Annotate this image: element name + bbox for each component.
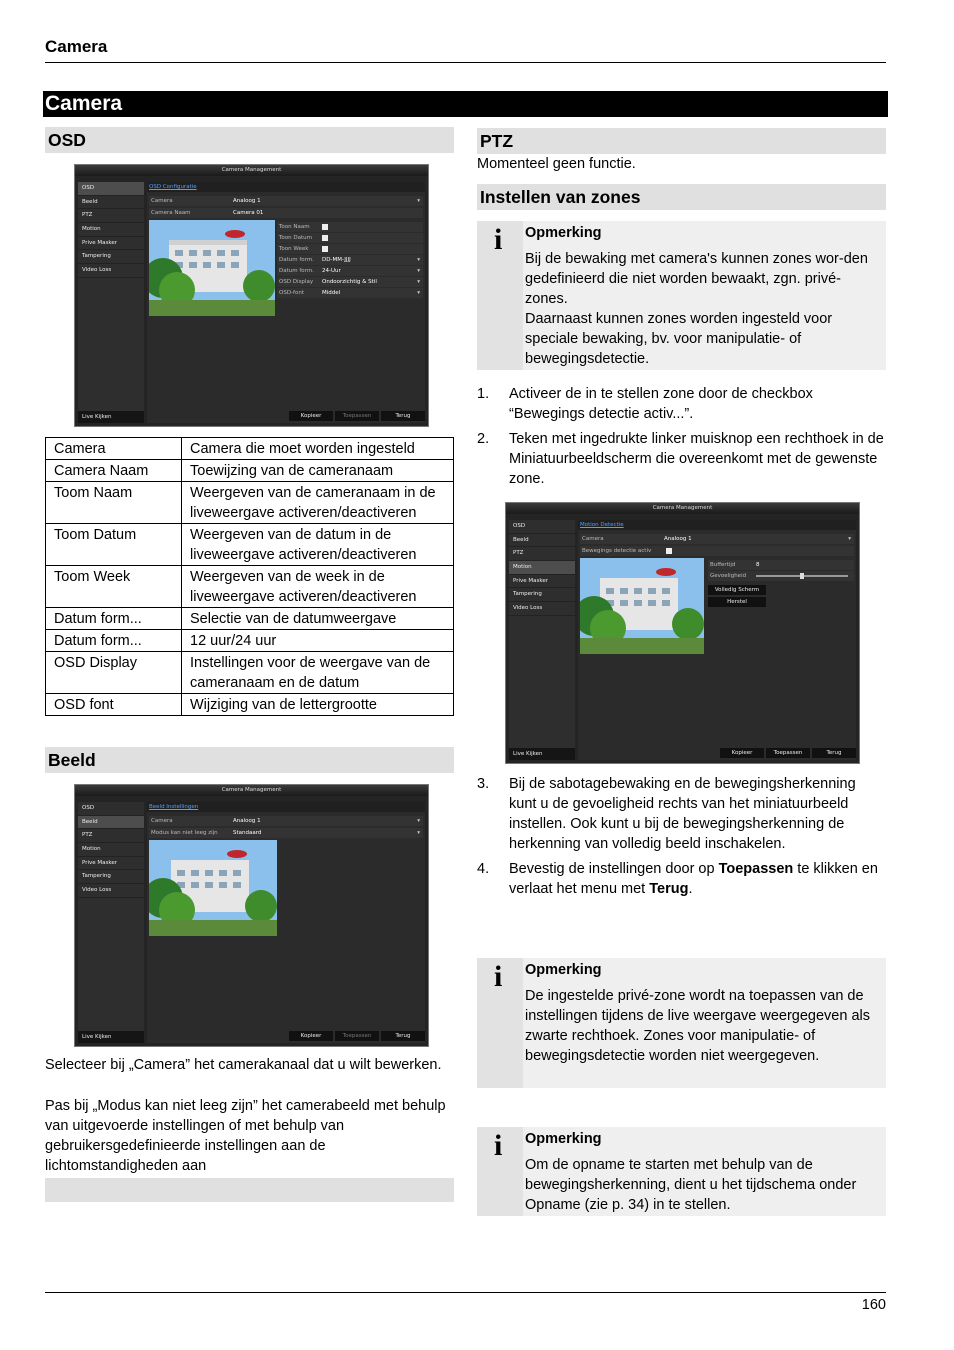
checkbox-checked-icon[interactable] [322,224,328,230]
motion-shot-detect-toggle[interactable]: Bewegings detectie activ [580,546,854,556]
table-cell-description: Weergeven van de datum in de liveweergave activeren/deactiveren [182,524,454,566]
table-cell-description: Weergeven van de week in de liveweergave activeren/deactiveren [182,566,454,608]
table-cell-term: Camera Naam [46,460,182,482]
beeld-paragraph-2: Pas bij „Modus kan niet leeg zijn” het camerabeeld met behulp van uitgevoerde instellingen of met behulp van gebruikersgedefinieerde instellingen aan de lichtomstandigheden aan [45,1098,446,1174]
beeld-shot-sidebar [78,802,144,1043]
apply-button[interactable]: Toepassen [766,748,810,758]
note-title: Opmerking [525,962,602,978]
osd-shot-camera-preview [149,220,275,316]
motion-shot-menu-item[interactable]: Tampering [509,588,575,602]
table-cell-term: Toom Naam [46,482,182,524]
copy-button[interactable]: Kopieer [289,1031,333,1041]
osd-shot-content [147,182,425,423]
table-cell-description: Camera die moet worden ingesteld [182,438,454,460]
info-icon: i [494,1129,503,1162]
back-button[interactable]: Terug [381,411,425,421]
page-header-title: Camera [45,37,108,56]
chevron-down-icon: ▾ [417,818,420,824]
beeld-shot-menu-item[interactable]: Tampering [78,870,144,884]
table-cell-term: Toom Week [46,566,182,608]
beeld-screenshot [74,784,429,1047]
chevron-down-icon: ▾ [417,279,420,285]
info-icon: i [494,223,503,256]
note-text: Om de opname te starten met behulp van de bewegingsherkenning, dient u het tijdschema onder Opname (zie p. 34) in te stellen. [525,1157,857,1213]
table-row [46,608,454,630]
beeld-shot-menu-item[interactable]: Video Loss [78,884,144,898]
zone-steps-list [477,384,886,494]
table-row [46,482,454,524]
table-cell-term: Datum form... [46,608,182,630]
note-text: Bij de bewaking met camera's kunnen zones wor-den gedefinieerd die niet worden bewaakt, zgn. privé-zones. Daarnaast kunnen zones worden ingesteld voor speciale bewaking, bv. voor manipulatie- of bewegingsdetectie. [525,251,868,367]
motion-shot-menu-item[interactable]: Video Loss [509,602,575,616]
osd-screenshot [74,164,429,427]
motion-shot-camera-select[interactable]: Camera Analoog 1 ▾ [580,534,854,544]
motion-shot-title: Camera Management [506,503,859,514]
note-title: Opmerking [525,225,602,241]
osd-shot-section-title: OSD Configuratie [147,182,425,192]
osd-shot-menu-item[interactable]: Tampering [78,250,144,264]
osd-shot-menu-item[interactable]: PTZ [78,209,144,223]
building-photo [149,840,277,936]
table-row [46,566,454,608]
motion-shot-menu-item[interactable]: Beeld [509,534,575,548]
beeld-paragraph-1: Selecteer bij „Camera” het camerakanaal dat u wilt bewerken. [45,1057,442,1073]
beeld-shot-menu-item[interactable]: PTZ [78,829,144,843]
motion-shot-menu-item[interactable]: Prive Masker [509,575,575,589]
page-number: 160 [861,1297,886,1313]
motion-shot-sensitivity-row: Gevoeligheid [708,571,854,581]
motion-shot-menu-item[interactable]: PTZ [509,547,575,561]
apply-button[interactable]: Toepassen [335,411,379,421]
list-item: 3. Bij de sabotagebewaking en de bewegingsherkenning kunt u de gevoeligheid rechts van het miniatuurbeeld instellen. Ook kunt u bij de bewegingsherkenning de herkenning van volledig beeld inschakelen. [477,776,856,852]
ptz-heading: PTZ [477,128,886,154]
table-cell-term: OSD Display [46,652,182,694]
beeld-shot-content [147,802,425,1043]
copy-button[interactable]: Kopieer [289,411,333,421]
beeld-shot-mode-select[interactable]: Modus kan niet leeg zijn Standaard ▾ [149,828,423,838]
osd-shot-option[interactable]: OSD Display Ondoorzichtig & Stil ▾ [277,277,423,287]
apply-button[interactable]: Toepassen [335,1031,379,1041]
list-item: 1. Activeer de in te stellen zone door de checkbox “Bewegings detectie activ...”. [477,386,813,422]
chevron-down-icon: ▾ [417,198,420,204]
info-icon: i [494,960,503,993]
chevron-down-icon: ▾ [417,290,420,296]
beeld-shot-title: Camera Management [75,785,428,796]
table-row [46,460,454,482]
motion-shot-content [578,520,856,760]
osd-shot-option[interactable]: OSD-font Middel ▾ [277,288,423,298]
table-cell-description: Toewijzing van de cameranaam [182,460,454,482]
osd-shot-option[interactable]: Toon Week [277,244,423,254]
table-cell-term: Datum form... [46,630,182,652]
motion-shot-section-title: Motion Detectie [578,520,856,530]
back-button[interactable]: Terug [812,748,856,758]
checkbox-icon[interactable] [666,548,672,554]
chevron-down-icon: ▾ [848,536,851,542]
empty-section-bar [45,1178,454,1202]
osd-shot-name-field[interactable]: Camera Naam Camera 01 [149,208,423,218]
motion-shot-menu-item[interactable]: Motion [509,561,575,575]
note-box [477,958,886,1088]
table-cell-term: OSD font [46,694,182,716]
motion-shot-camera-preview[interactable] [580,558,704,654]
table-cell-description: Selectie van de datumweergave [182,608,454,630]
table-cell-description: Wijziging van de lettergrootte [182,694,454,716]
beeld-shot-menu-item[interactable]: Prive Masker [78,857,144,871]
table-cell-description: 12 uur/24 uur [182,630,454,652]
osd-shot-sidebar [78,182,144,423]
osd-shot-option[interactable]: Datum form. 24-Uur ▾ [277,266,423,276]
beeld-shot-live-button[interactable]: Live Kijken [78,1031,144,1043]
beeld-shot-section-title: Beeld Instellingen [147,802,425,812]
beeld-heading: Beeld [45,747,454,773]
osd-shot-live-button[interactable]: Live Kijken [78,411,144,423]
beeld-shot-camera-preview [149,840,277,936]
osd-shot-menu-item[interactable]: Prive Masker [78,237,144,251]
note-box [477,221,886,370]
table-cell-term: Camera [46,438,182,460]
building-photo [580,558,704,654]
motion-shot-sidebar [509,520,575,760]
checkbox-checked-icon[interactable] [322,246,328,252]
table-cell-description: Weergeven van de cameranaam in de liveweergave activeren/deactiveren [182,482,454,524]
table-row [46,524,454,566]
sensitivity-slider-handle[interactable] [800,573,804,579]
osd-shot-title: Camera Management [75,165,428,176]
note-title: Opmerking [525,1131,602,1147]
building-photo [149,220,275,316]
table-row [46,630,454,652]
motion-shot-menu-item[interactable]: OSD [509,520,575,534]
chevron-down-icon: ▾ [417,257,420,263]
copy-button[interactable]: Kopieer [720,748,764,758]
beeld-shot-menu-item[interactable]: OSD [78,802,144,816]
osd-shot-option[interactable]: Toon Datum [277,233,423,243]
motion-screenshot [505,502,860,764]
list-item: 2. Teken met ingedrukte linker muisknop een rechthoek in de Miniatuurbeeldscherm die overeenkomt met de gewenste zone. [477,431,884,487]
beeld-shot-menu-item[interactable]: Beeld [78,816,144,830]
ptz-text: Momenteel geen functie. [477,156,636,172]
checkbox-checked-icon[interactable] [322,235,328,241]
full-screen-button[interactable]: Volledig Scherm [708,585,766,595]
list-item: 4. Bevestig de instellingen door op Toepassen te klikken en verlaat het menu met Terug. [477,861,878,897]
osd-shot-menu-item[interactable]: OSD [78,182,144,196]
zones-heading: Instellen van zones [477,184,886,210]
note-box [477,1127,886,1216]
osd-shot-option[interactable]: Datum form. DD-MM-JJJJ ▾ [277,255,423,265]
note-text: De ingestelde privé-zone wordt na toepassen van de instellingen tijdens de live weergave weergegeven als zwarte rechthoek. Zones voor manipulatie- of bewegingsdetectie worden niet weergegeven. [525,988,870,1064]
chapter-title: Camera [43,91,888,117]
osd-shot-menu-item[interactable]: Video Loss [78,264,144,278]
reset-button[interactable]: Herstel [708,597,766,607]
page-header [45,36,886,63]
beeld-shot-menu-item[interactable]: Motion [78,843,144,857]
osd-shot-camera-select[interactable]: Camera Analoog 1 ▾ [149,196,423,206]
back-button[interactable]: Terug [381,1031,425,1041]
beeld-shot-camera-select[interactable]: Camera Analoog 1 ▾ [149,816,423,826]
table-cell-description: Instellingen voor de weergave van de cameranaam en de datum [182,652,454,694]
motion-shot-buffer-select[interactable]: Buffertijd 8 [708,560,854,570]
table-row [46,694,454,716]
osd-shot-option[interactable]: Toon Naam [277,222,423,232]
zone-steps-list-continued [477,774,886,904]
motion-shot-live-button[interactable]: Live Kijken [509,748,575,760]
page-footer [45,1292,886,1313]
table-row [46,438,454,460]
table-row [46,652,454,694]
osd-heading: OSD [45,127,454,153]
chevron-down-icon: ▾ [417,268,420,274]
osd-shot-menu-item[interactable]: Motion [78,223,144,237]
osd-shot-menu-item[interactable]: Beeld [78,196,144,210]
osd-parameter-table [45,437,454,716]
chevron-down-icon: ▾ [417,830,420,836]
table-cell-term: Toom Datum [46,524,182,566]
